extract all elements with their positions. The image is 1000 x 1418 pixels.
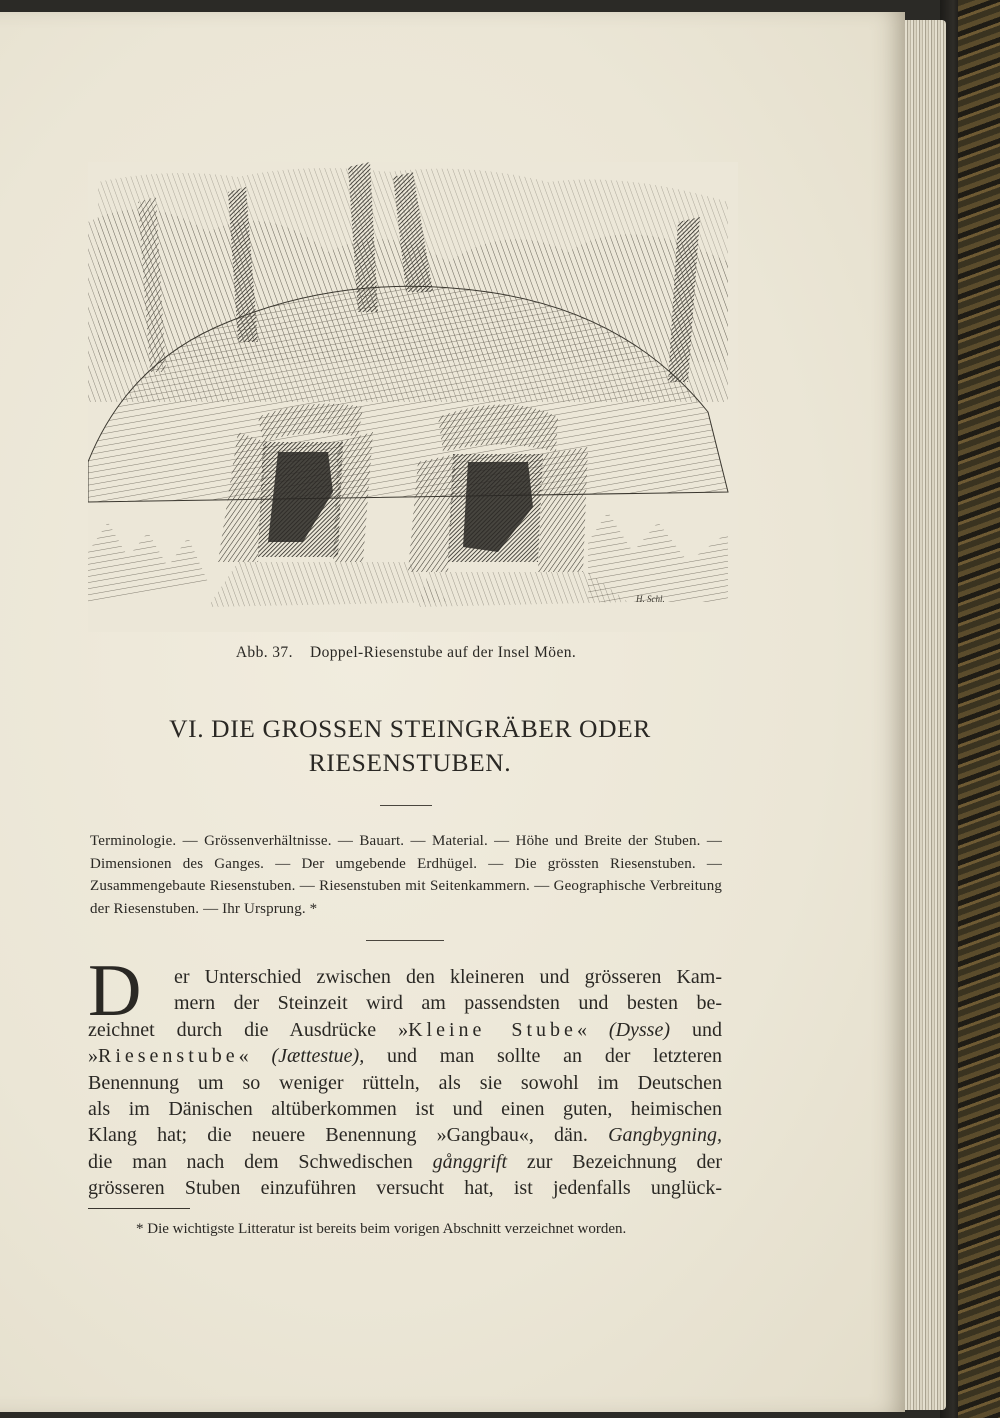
footnote-rule — [88, 1208, 190, 1209]
figure-caption — [0, 644, 812, 662]
chapter-title-line1: VI. DIE GROSSEN STEINGRÄBER ODER — [169, 714, 651, 743]
body-line: Benennung um so weniger rütteln, als sie sowohl im Deutschen — [88, 1071, 722, 1094]
figure-label: Abb. 37. — [235, 644, 293, 661]
body-line: grösseren Stuben einzuführen versucht hat, ist jedenfalls unglück- — [88, 1177, 722, 1200]
body-line: zeichnet durch die Ausdrücke »Kleine Stube« (Dysse) und — [88, 1018, 722, 1041]
footnote: * Die wichtigste Litteratur ist bereits beim vorigen Abschnitt verzeichnet worden. — [136, 1221, 627, 1237]
chapter-title — [90, 712, 730, 780]
body-line: er Unterschied zwischen den kleineren und grösseren Kam- — [174, 966, 722, 988]
book-page — [0, 12, 905, 1412]
chapter-title-line2: RIESENSTUBEN. — [308, 748, 512, 777]
svg-text:H. Schl.: H. Schl. — [636, 594, 665, 604]
body-line: als im Dänischen altüberkommen ist und einen guten, heimischen — [88, 1098, 722, 1121]
book-cover-marbled — [958, 0, 1000, 1418]
body-paragraph — [88, 964, 722, 1202]
chapter-summary: Terminologie. — Grössenverhältnisse. — Bauart. — Material. — Höhe und Breite der Stuben. — Dimensionen des Ganges. — Der umgebende Erdhügel. — Die grössten Riesenstuben. — Zusammengebaute Riesenstuben. — Riesenstuben mit Seitenkammern. — Geographische Verbreitung der Riesenstuben. — Ihr Ursprung. * — [90, 833, 722, 917]
body-line: Klang hat; die neuere Benennung »Gangbau«, dän. Gangbygning, — [88, 1124, 722, 1147]
divider-rule — [380, 805, 432, 806]
divider-rule — [366, 940, 444, 941]
engraving-double-dolmen — [88, 162, 738, 632]
drop-cap: D — [88, 950, 142, 1032]
body-line: »Riesenstube« (Jættestue), und man sollte an der letzteren — [88, 1045, 722, 1068]
figure-caption-text: Doppel-Riesenstube auf der Insel Möen. — [310, 644, 577, 661]
body-line: mern der Steinzeit wird am passendsten und besten be- — [174, 992, 722, 1015]
body-line: die man nach dem Schwedischen gånggrift zur Bezeichnung der — [88, 1150, 722, 1173]
